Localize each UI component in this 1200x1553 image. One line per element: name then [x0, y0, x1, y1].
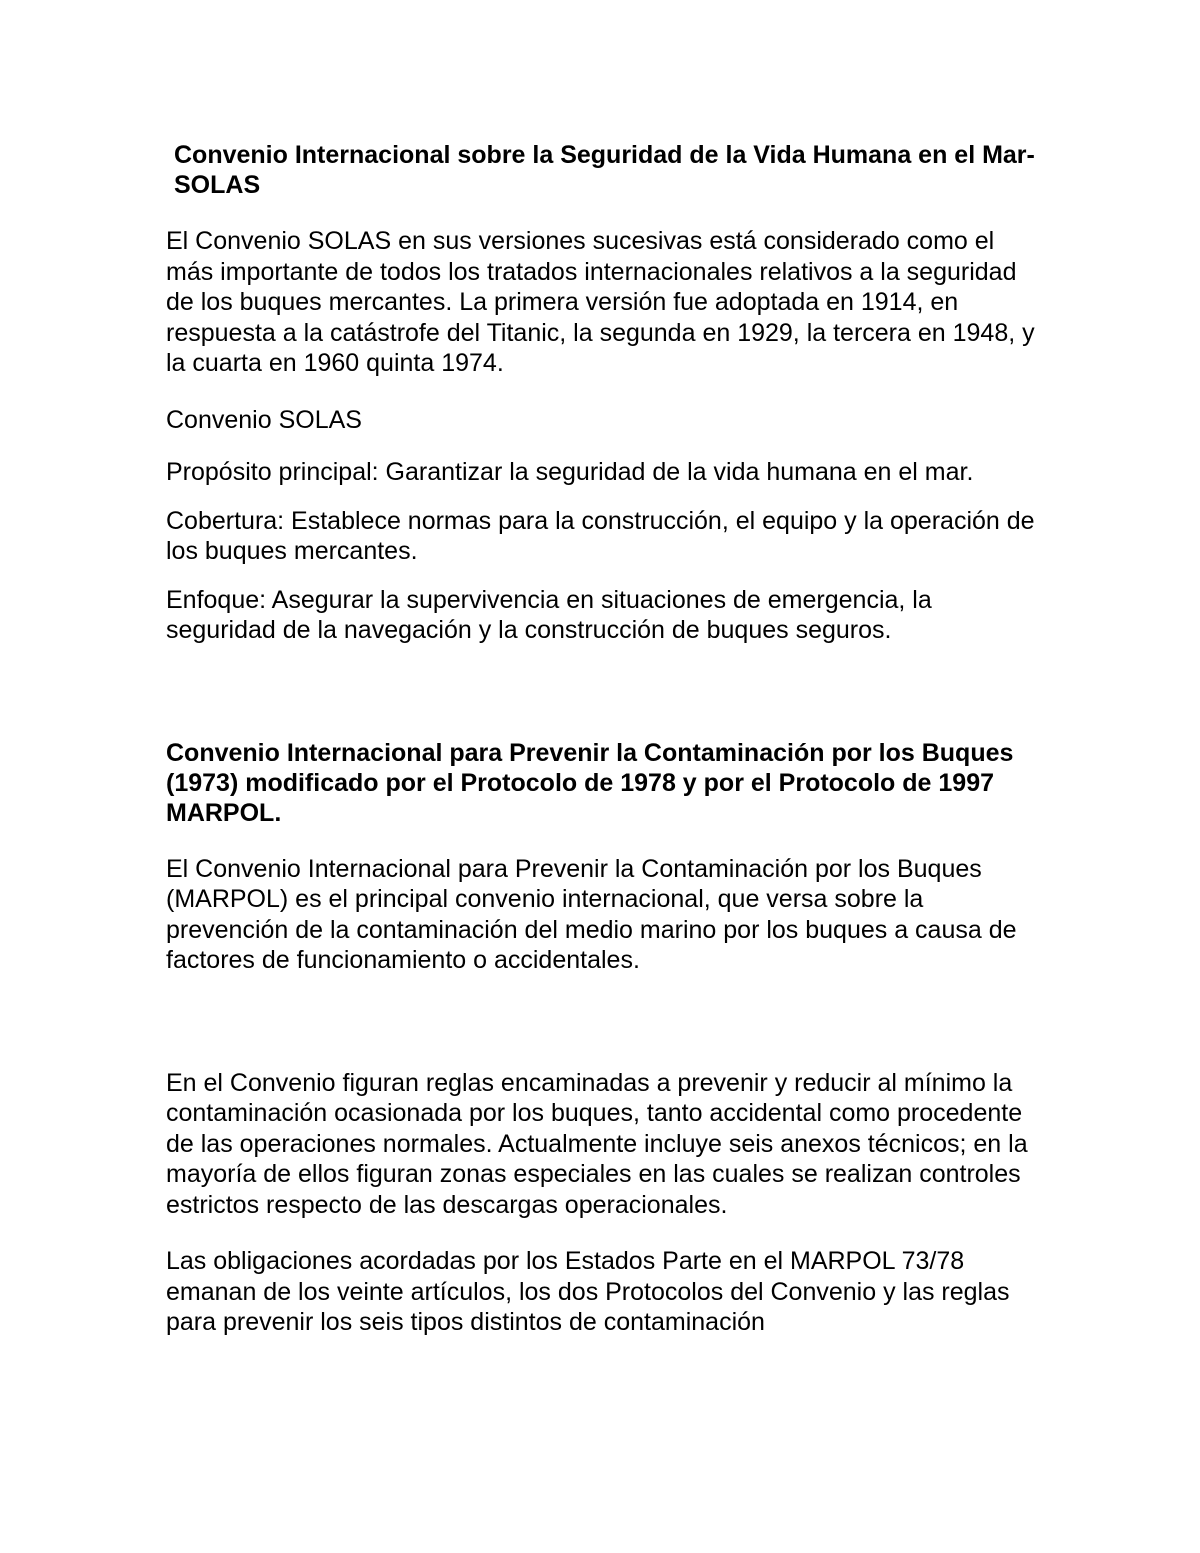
solas-intro-paragraph: El Convenio SOLAS en sus versiones sucesivas está considerado como el más importante de todos los tratados internacionales relativos a la seguridad de los buques mercantes. La primera versión fue adoptada en 1914, en respuesta a la catástrofe del Titanic, la segunda en 1929, la tercera en 1948, y la cuarta en 1960 quinta 1974. — [166, 227, 1035, 377]
solas-subtitle: Convenio SOLAS — [166, 405, 362, 434]
marpol-rules-paragraph: En el Convenio figuran reglas encaminadas a prevenir y reducir al mínimo la contaminación ocasionada por los buques, tanto accidental como procedente de las operaciones normales. Actualmente incluye seis anexos técnicos; en la mayoría de ellos figuran zonas especiales en las cuales se realizan controles estrictos respecto de las descargas operacionales. — [166, 1068, 1028, 1219]
marpol-intro-paragraph: El Convenio Internacional para Prevenir la Contaminación por los Buques (MARPOL) es el principal convenio internacional, que versa sobre la prevención de la contaminación del medio marino por los buques a causa de factores de funcionamiento o accidentales. — [166, 854, 1017, 974]
document-page — [166, 140, 1046, 1338]
solas-purpose-paragraph: Propósito principal: Garantizar la seguridad de la vida humana en el mar. — [166, 458, 974, 486]
solas-coverage-paragraph: Cobertura: Establece normas para la construcción, el equipo y la operación de los buques mercantes. — [166, 506, 1035, 565]
solas-focus-paragraph: Enfoque: Asegurar la supervivencia en situaciones de emergencia, la seguridad de la navegación y la construcción de buques seguros. — [166, 585, 932, 644]
marpol-obligations-paragraph: Las obligaciones acordadas por los Estados Parte en el MARPOL 73/78 emanan de los veinte artículos, los dos Protocolos del Convenio y las reglas para prevenir los seis tipos distintos de contaminación — [166, 1247, 1010, 1336]
solas-heading: Convenio Internacional sobre la Seguridad de la Vida Humana en el Mar- SOLAS — [174, 141, 1035, 199]
marpol-heading: Convenio Internacional para Prevenir la Contaminación por los Buques (1973) modificado por el Protocolo de 1978 y por el Protocolo de 1997 MARPOL. — [166, 738, 1014, 827]
